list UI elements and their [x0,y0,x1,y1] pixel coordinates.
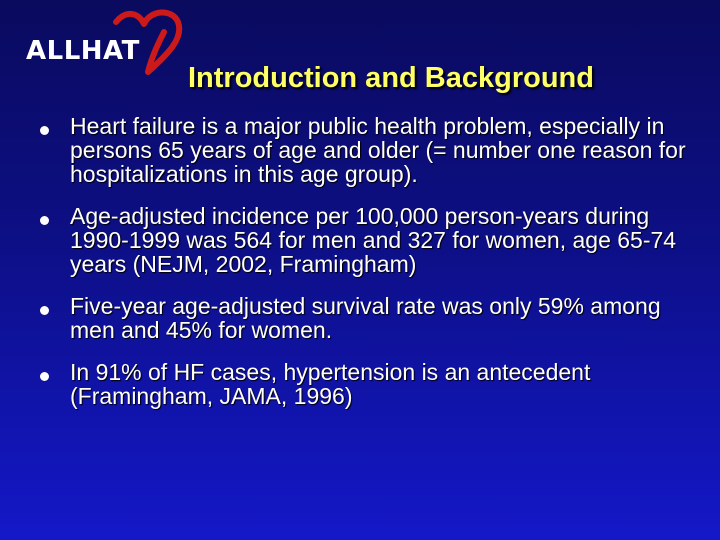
bullet-text: Five-year age-adjusted survival rate was only 59% among men and 45% for women. [70,293,661,343]
bullet-text: Age-adjusted incidence per 100,000 person-years during 1990-1999 was 564 for men and 327 for women, age 65-74 years (NEJM, 2002, Framingham) [70,203,677,277]
bullet-dot-icon [40,306,49,315]
bullet-text: Heart failure is a major public health problem, especially in persons 65 years of age and older (= number one reason for hospitalizations in this age group). [70,113,686,187]
slide-title: Introduction and Background [188,62,594,94]
bullet-item [40,114,700,186]
logo-text: ALLHAT [26,36,140,66]
bullet-item [40,294,700,342]
allhat-logo [20,8,190,88]
bullet-dot-icon [40,372,49,381]
bullet-list [40,114,700,426]
bullet-item [40,204,700,276]
bullet-dot-icon [40,126,49,135]
bullet-text: In 91% of HF cases, hypertension is an antecedent (Framingham, JAMA, 1996) [70,359,591,409]
bullet-dot-icon [40,216,49,225]
bullet-item [40,360,700,408]
